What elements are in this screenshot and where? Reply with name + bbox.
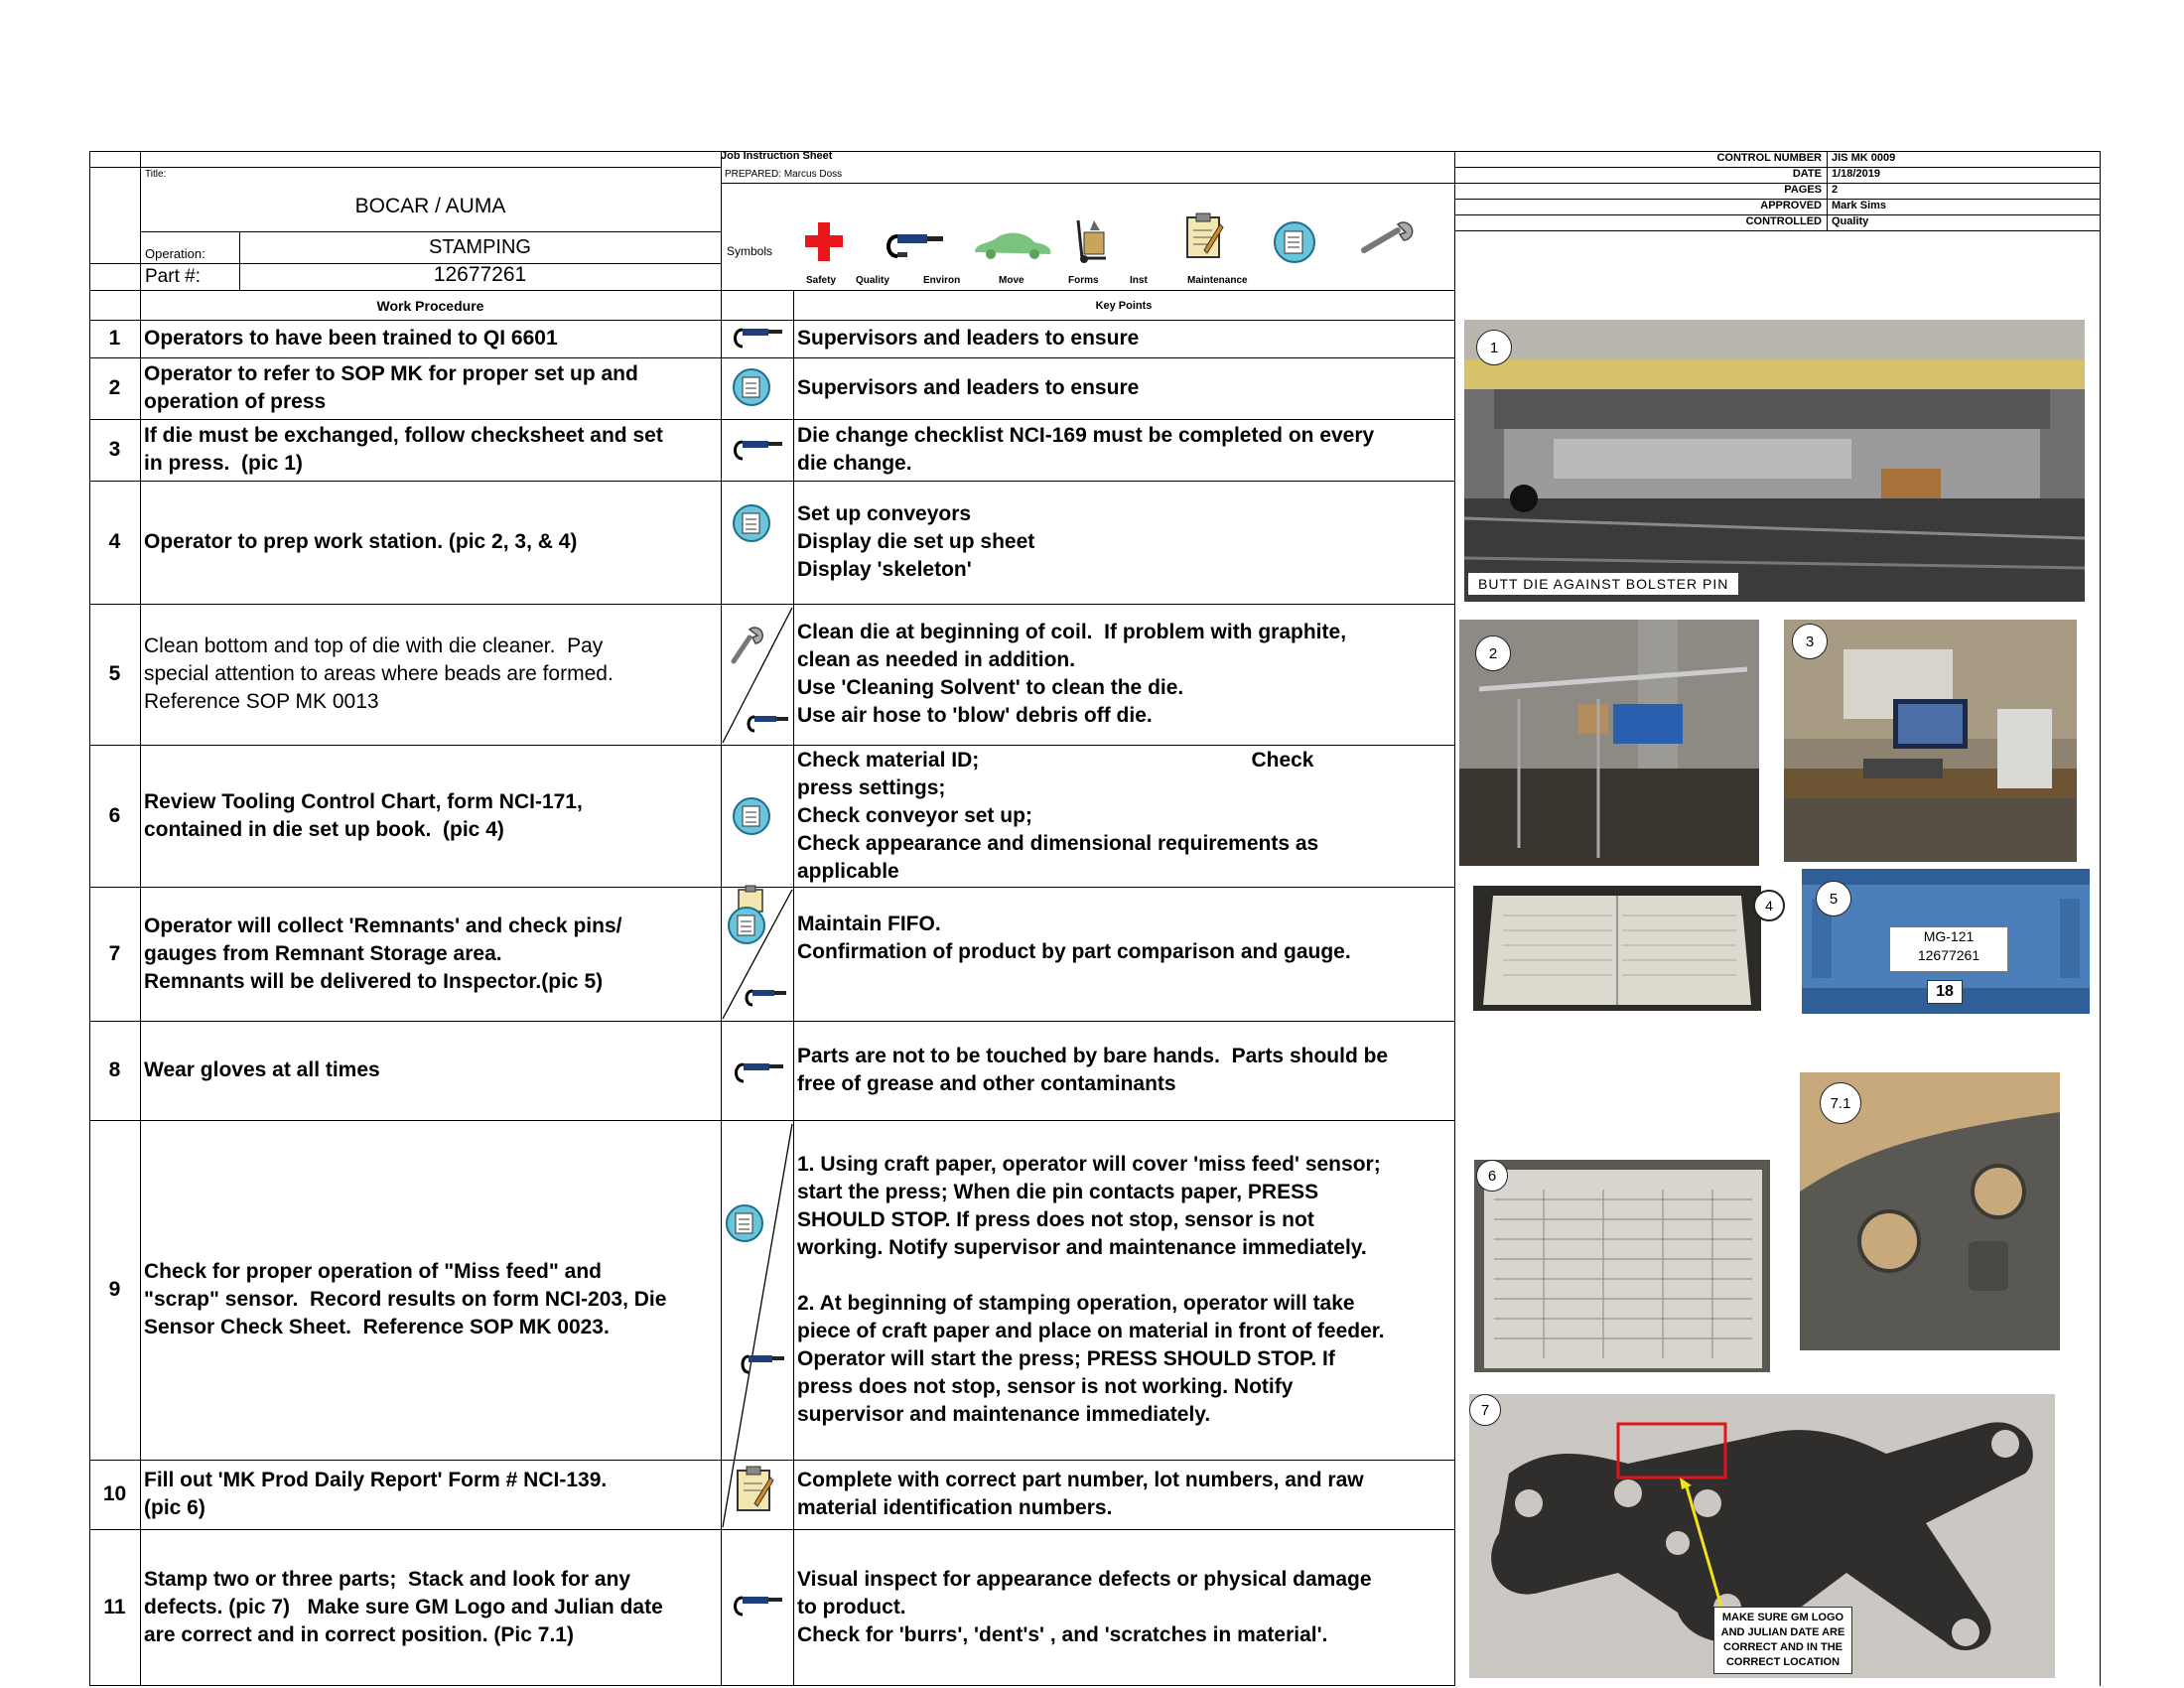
step-key-point: Supervisors and leaders to ensure [797, 327, 1140, 350]
photo-number-badge: 3 [1792, 624, 1828, 659]
part-value: 12677261 [433, 263, 527, 286]
legend-environ: Environ [923, 275, 961, 286]
document-icon [732, 503, 771, 543]
step-number: 10 [102, 1482, 127, 1505]
red-cross-icon [804, 220, 844, 264]
photo-number-badge: 7 [1469, 1394, 1501, 1426]
photo-conveyor [1459, 620, 1759, 866]
photo-number-badge: 1 [1476, 330, 1512, 365]
step-key-point: Clean die at beginning of coil. If problem with graphite, clean as needed in addition. Use 'Cleaning Solvent' to clean the die. Use air hose to 'blow' debris off die. [797, 621, 1347, 727]
prepared-by: PREPARED: Marcus Doss [725, 169, 843, 180]
photo-part [1469, 1394, 2055, 1678]
step-key-point: Set up conveyors Display die set up sheet Display 'skeleton' [797, 502, 1035, 581]
operation-label: Operation: [145, 246, 205, 261]
micrometer-icon [743, 987, 790, 1009]
step-number: 2 [108, 376, 121, 399]
photo-press [1464, 320, 2085, 602]
photo-bin [1802, 869, 2090, 1014]
hand-truck-icon [1072, 218, 1114, 264]
legend-safety: Safety [806, 275, 837, 286]
photo-report [1474, 1160, 1770, 1372]
step-number: 8 [108, 1058, 121, 1081]
step-number: 9 [108, 1278, 121, 1301]
step-procedure: Clean bottom and top of die with die cleaner. Pay special attention to areas where beads are formed. Reference SOP MK 0013 [144, 634, 614, 713]
step-number: 6 [108, 803, 121, 827]
control-number-label: CONTROL NUMBER [1716, 152, 1822, 164]
car-icon [971, 230, 1054, 260]
date-value: 1/18/2019 [1832, 168, 1880, 180]
document-icon [732, 367, 771, 407]
step-procedure: If die must be exchanged, follow checksheet and set in press. (pic 1) [144, 424, 663, 475]
bin-label: MG-121 12677261 [1889, 926, 2008, 972]
step-procedure: Check for proper operation of "Miss feed" and "scrap" sensor. Record results on form NCI-203, Die Sensor Check Sheet. Reference SOP MK 0023. [144, 1260, 667, 1338]
document-icon [732, 796, 771, 836]
step-key-point: Check material ID; Check press settings; Check conveyor set up; Check appearance and dimensional requirements as applicable [797, 748, 1319, 883]
step-number: 5 [108, 662, 121, 685]
photo-workstation [1784, 620, 2077, 862]
step-number: 3 [108, 438, 121, 461]
clipboard-icon [1184, 212, 1224, 260]
legend-forms: Forms [1068, 275, 1099, 286]
wrench-icon [1358, 218, 1418, 258]
photo-number-badge: 7.1 [1820, 1082, 1861, 1124]
step-key-point: Die change checklist NCI-169 must be completed on every die change. [797, 424, 1375, 475]
photo-number-badge: 2 [1475, 635, 1511, 671]
step-procedure: Fill out 'MK Prod Daily Report' Form # NCI-139. (pic 6) [144, 1469, 608, 1519]
sheet-title: Job Instruction Sheet [721, 150, 833, 162]
document-icon [1273, 220, 1316, 264]
photo-closeup [1800, 1072, 2060, 1350]
micrometer-icon [731, 1593, 786, 1618]
legend-quality: Quality [856, 275, 889, 286]
photo-number-badge: 4 [1753, 890, 1785, 921]
step-procedure: Wear gloves at all times [144, 1058, 380, 1081]
document-icon [727, 906, 766, 945]
work-procedure-header: Work Procedure [376, 298, 484, 314]
step-procedure: Operator to refer to SOP MK for proper set up and operation of press [144, 362, 638, 413]
step-key-point: Maintain FIFO. Confirmation of product by part comparison and gauge. [797, 913, 1351, 963]
step-procedure: Operator will collect 'Remnants' and check pins/ gauges from Remnant Storage area. Remnants will be delivered to Inspector.(pic 5) [144, 914, 622, 993]
step-key-point: Complete with correct part number, lot numbers, and raw material identification numbers. [797, 1469, 1364, 1519]
micrometer-icon [732, 1059, 787, 1085]
step-procedure: Operators to have been trained to QI 6601 [144, 327, 558, 350]
step-number: 1 [108, 327, 121, 350]
photo-number-badge: 6 [1476, 1160, 1508, 1192]
legend-maintenance: Maintenance [1187, 275, 1248, 286]
micrometer-icon [731, 325, 786, 351]
operation-value: STAMPING [429, 236, 531, 258]
wrench-icon [728, 626, 763, 665]
pages-value: 2 [1832, 184, 1839, 196]
step-key-point: 1. Using craft paper, operator will cover 'miss feed' sensor; start the press; When die pin contacts paper, PRESS SHOULD STOP. If press does not stop, sensor is not working. Notify supervisor and maintenance immediately. 2. At beginning of stamping operation, operator will take piece of craft paper and place on material in front of feeder. Operator will start the press; PRESS SHOULD STOP. If press does not stop, sensor is not working. Notify supervisor and maintenance immediately. [797, 1153, 1385, 1426]
step-key-point: Parts are not to be touched by bare hands. Parts should be free of grease and other contaminants [797, 1045, 1389, 1095]
key-points-header: Key Points [1095, 300, 1153, 312]
step-key-point: Supervisors and leaders to ensure [797, 376, 1140, 399]
part-note: MAKE SURE GM LOGO AND JULIAN DATE ARE CORRECT AND IN THE CORRECT LOCATION [1713, 1607, 1852, 1674]
part-label: Part #: [145, 266, 201, 287]
step-procedure: Review Tooling Control Chart, form NCI-171, contained in die set up book. (pic 4) [144, 789, 583, 841]
step-number: 7 [108, 941, 121, 965]
date-label: DATE [1792, 168, 1822, 180]
symbols-label: Symbols [727, 244, 773, 258]
step-key-point: Visual inspect for appearance defects or physical damage to product. Check for 'burrs', 'dent's' , and 'scratches in material'. [797, 1567, 1372, 1646]
step-number: 4 [108, 530, 121, 553]
document-icon [725, 1203, 764, 1243]
micrometer-icon [739, 1352, 788, 1376]
micrometer-icon [884, 230, 947, 260]
clipboard-icon [735, 1466, 774, 1513]
title-value: BOCAR / AUMA [354, 195, 506, 217]
control-number-value: JIS MK 0009 [1832, 152, 1896, 164]
micrometer-icon [745, 713, 792, 735]
controlled-value: Quality [1832, 215, 1869, 227]
title-label: Title: [145, 169, 167, 180]
photo-binder [1473, 886, 1773, 1011]
step-procedure: Operator to prep work station. (pic 2, 3, & 4) [144, 530, 578, 553]
legend-inst: Inst [1130, 275, 1148, 286]
micrometer-icon [731, 437, 786, 463]
photo-number-badge: 5 [1816, 881, 1851, 916]
controlled-label: CONTROLLED [1745, 215, 1822, 227]
pages-label: PAGES [1784, 184, 1822, 196]
legend-move: Move [999, 275, 1024, 286]
bin-count: 18 [1927, 980, 1963, 1004]
step-number: 11 [103, 1595, 126, 1618]
step-procedure: Stamp two or three parts; Stack and look for any defects. (pic 7) Make sure GM Logo and Julian date are correct and in correct position. (Pic 7.1) [144, 1567, 663, 1646]
photo-caption: BUTT DIE AGAINST BOLSTER PIN [1468, 573, 1738, 595]
approved-label: APPROVED [1760, 200, 1822, 211]
approved-value: Mark Sims [1832, 200, 1887, 211]
